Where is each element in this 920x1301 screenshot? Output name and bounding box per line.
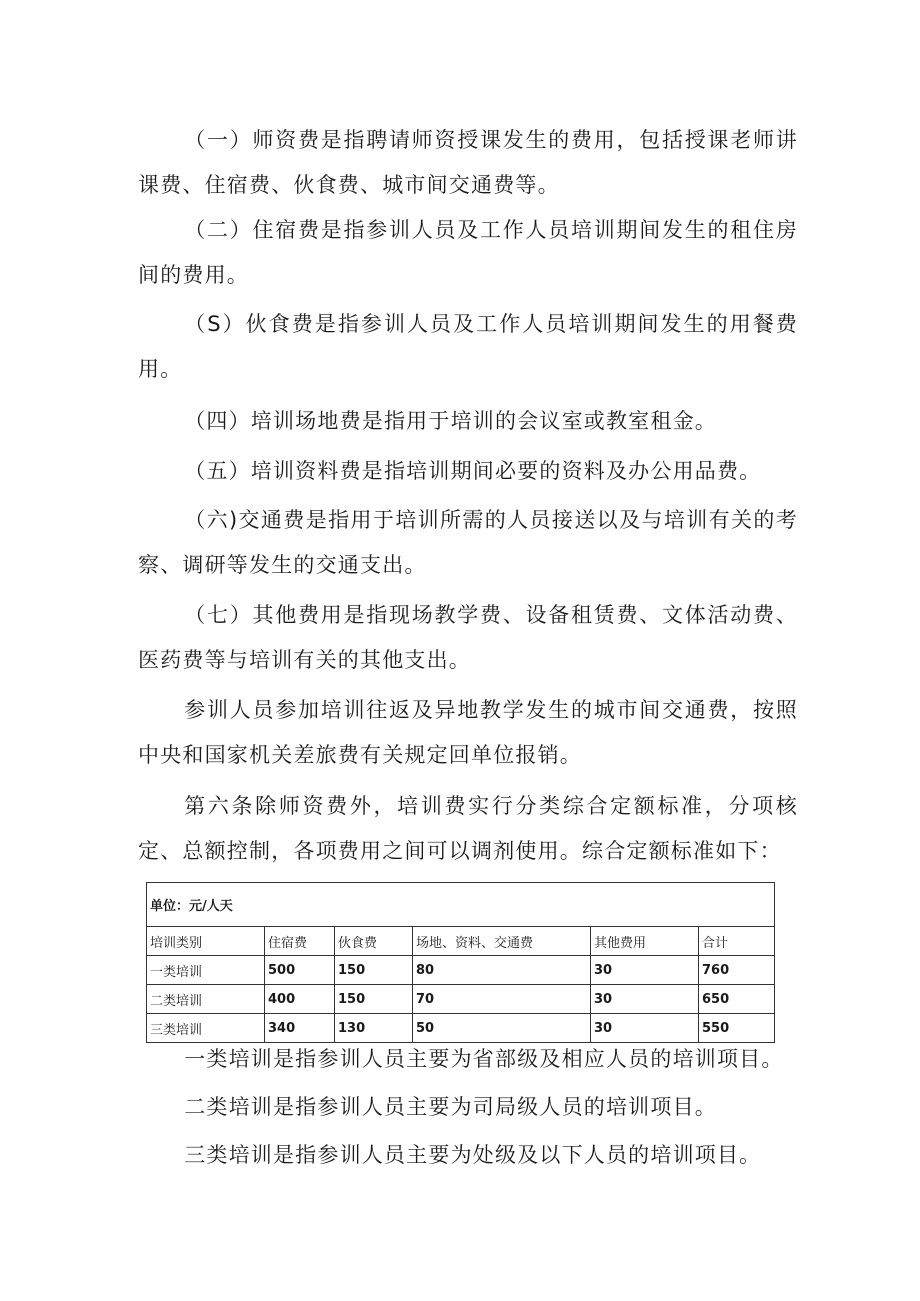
table-header-cell: 住宿费 [265,927,335,956]
paragraph-lodging-fee: （二）住宿费是指参训人员及工作人员培训期间发生的租住房间的费用。 [138,218,798,287]
table-cell: 550 [699,1014,775,1043]
table-header-cell: 伙食费 [335,927,413,956]
paragraph-venue-fee: （四）培训场地费是指用于培训的会议室或教室租金。 [184,409,717,433]
table-header-cell: 培训类别 [147,927,265,956]
paragraph-article-six: 第六条除师资费外，培训费实行分类综合定额标准，分项核定、总额控制，各项费用之间可以调剂使用。综合定额标准如下： [138,794,798,863]
note-category-two: 二类培训是指参训人员主要为司局级人员的培训项目。 [184,1095,717,1119]
paragraph-transport-fee: （六)交通费是指用于培训所需的人员接送以及与培训有关的考察、调研等发生的交通支出。 [138,508,798,577]
note-category-three: 三类培训是指参训人员主要为处级及以下人员的培训项目。 [184,1143,762,1167]
table-cell: 150 [335,956,413,985]
table-header-row [147,927,775,956]
quota-table [146,882,775,1043]
table-cell: 70 [413,985,591,1014]
table-cell: 130 [335,1014,413,1043]
table-cell: 400 [265,985,335,1014]
paragraph-intercity-transport: 参训人员参加培训往返及异地教学发生的城市间交通费，按照中央和国家机关差旅费有关规定回单位报销。 [138,698,798,767]
table-cell-category: 三类培训 [147,1014,265,1043]
paragraph-meal-fee: （S）伙食费是指参训人员及工作人员培训期间发生的用餐费用。 [138,312,798,381]
table-header-cell: 场地、资料、交通费 [413,927,591,956]
table-cell: 760 [699,956,775,985]
table-cell: 30 [591,985,699,1014]
table-cell: 500 [265,956,335,985]
table-row [147,985,775,1014]
table-cell: 80 [413,956,591,985]
table-cell: 150 [335,985,413,1014]
paragraph-teacher-fee: （一）师资费是指聘请师资授课发生的费用，包括授课老师讲课费、住宿费、伙食费、城市间交通费等。 [138,128,798,197]
table-row [147,956,775,985]
table-cell: 650 [699,985,775,1014]
table-cell-category: 二类培训 [147,985,265,1014]
table-cell-category: 一类培训 [147,956,265,985]
table-cell: 340 [265,1014,335,1043]
note-category-one: 一类培训是指参训人员主要为省部级及相应人员的培训项目。 [184,1047,784,1071]
table-cell: 30 [591,1014,699,1043]
table-cell: 30 [591,956,699,985]
table-unit-label: 单位：元/人天 [147,883,775,927]
paragraph-materials-fee: （五）培训资料费是指培训期间必要的资料及办公用品费。 [184,459,762,483]
table-header-cell: 合计 [699,927,775,956]
paragraph-other-fee: （七）其他费用是指现场教学费、设备租赁费、文体活动费、医药费等与培训有关的其他支出。 [138,603,798,672]
table-unit-row [147,883,775,927]
table-cell: 50 [413,1014,591,1043]
table-header-cell: 其他费用 [591,927,699,956]
